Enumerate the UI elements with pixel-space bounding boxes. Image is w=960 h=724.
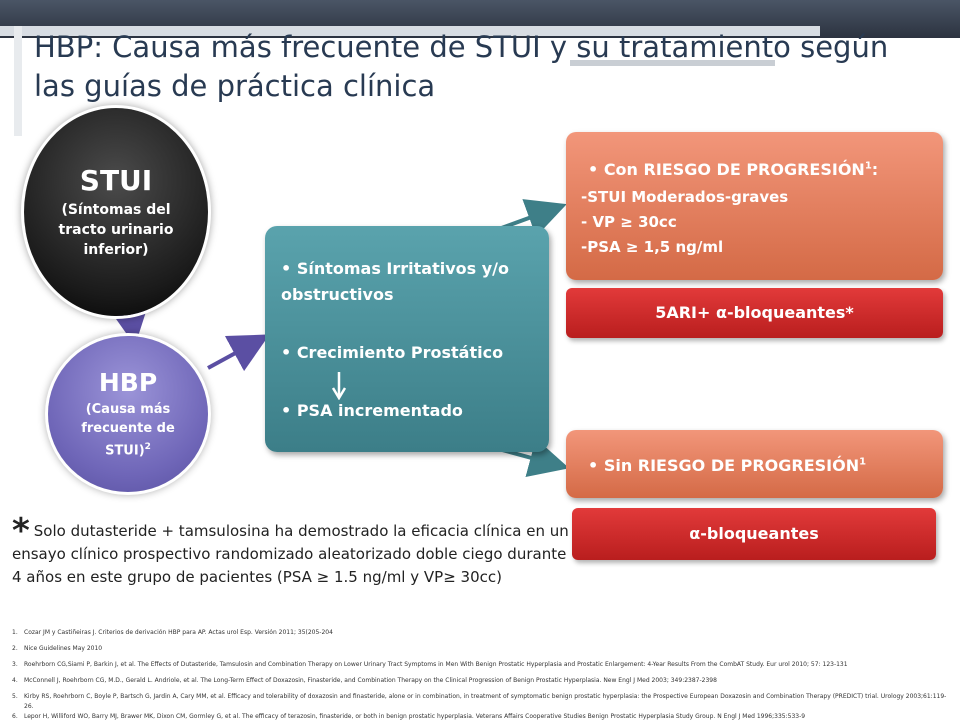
middle-item-symptoms bbox=[281, 256, 541, 308]
middle-item-label: Crecimiento Prostático bbox=[296, 343, 504, 362]
reference-number: 3. bbox=[12, 661, 18, 668]
footnote-text: Solo dutasteride + tamsulosina ha demostrado la eficacia clínica en un ensayo clínico prospectivo randomizado aleatorizado doble ciego durante 4 años en este grupo de pacientes (PSA ≥ 1.5 ng/ml y VP≥ 30cc) bbox=[12, 522, 569, 586]
down-arrow-icon bbox=[331, 370, 347, 400]
risk-line-vp: - VP ≥ 30cc bbox=[581, 213, 677, 231]
footnote-star: * bbox=[12, 511, 30, 551]
bullet: • bbox=[588, 160, 599, 179]
bullet: • bbox=[281, 401, 292, 420]
middle-item-growth bbox=[281, 340, 541, 366]
reference-number: 5. bbox=[12, 693, 18, 700]
reference-text: Cozar JM y Castiñeiras J. Criterios de derivación HBP para AP. Actas urol Esp. Versión 2011; 35(205-204 bbox=[24, 629, 333, 636]
risk-heading-wrap: • Con RIESGO DE PROGRESIÓN$^1$: bbox=[588, 160, 879, 179]
risk-line-stui: -STUI Moderados-graves bbox=[581, 188, 789, 206]
stui-title: STUI bbox=[79, 164, 153, 197]
reference-number: 6. bbox=[12, 713, 18, 720]
reference-number: 4. bbox=[12, 677, 18, 684]
reference-text: Kirby RS, Roehrborn C, Boyle P, Bartsch G, Jardin A, Cary MM, et al. Efficacy and tolerability of doxazosin and finasteride, alone or in combination, in treatment of symptomatic benign prostatic hyperplasia: the Prospective European Doxazosin and Combination Therapy (PREDICT) trial. Urology 2003;61:119-26. bbox=[24, 693, 947, 710]
hbp-ref-sup: 2 bbox=[144, 441, 151, 452]
bullet: • bbox=[588, 456, 599, 475]
norisk-heading-sup: 1 bbox=[859, 456, 867, 468]
reference-item bbox=[12, 660, 952, 676]
reference-item bbox=[12, 692, 952, 712]
reference-text: Nice Guidelines May 2010 bbox=[24, 645, 103, 652]
reference-number: 1. bbox=[12, 629, 18, 636]
bullet: • bbox=[281, 343, 292, 362]
footnote bbox=[12, 511, 572, 589]
middle-item-label: Síntomas Irritativos y/o obstructivos bbox=[281, 259, 509, 304]
reference-text: Lepor H, Williford WO, Barry MJ, Brawer MK, Dixon CM, Gormley G, et al. The efficacy of terazosin, finasteride, or both in benign prostatic hyperplasia. Veterans Affairs Cooperative Studies Benign Prostatic Hyperplasia Study Group. N Engl J Med 1996;335:533-9 bbox=[24, 713, 806, 720]
reference-item bbox=[12, 628, 952, 644]
hbp-subtitle-wrap bbox=[72, 400, 184, 460]
norisk-heading-wrap bbox=[588, 456, 866, 475]
reference-text: Roehrborn CG,Siami P, Barkin J, et al. The Effects of Dutasteride, Tamsulosin and Combination Therapy on Lower Urinary Tract Symptoms in Men With Benign Prostatic Hyperplasia and Prostatic Enlargement: 4-Year Results From the CombAT Study. Eur urol 2010; 57: 123-131 bbox=[24, 661, 848, 668]
reference-item bbox=[12, 644, 952, 660]
hbp-circle bbox=[48, 336, 208, 492]
middle-item-label: PSA incrementado bbox=[296, 401, 463, 420]
risk-heading: Con RIESGO DE PROGRESIÓN bbox=[603, 160, 865, 179]
norisk-heading: Sin RIESGO DE PROGRESIÓN bbox=[603, 456, 860, 475]
stui-circle bbox=[24, 108, 208, 316]
middle-item-psa bbox=[281, 398, 541, 424]
bullet: • bbox=[281, 259, 292, 278]
norisk-box bbox=[566, 430, 943, 498]
page-title: HBP: Causa más frecuente de STUI y su tratamiento según las guías de práctica clínica bbox=[34, 30, 889, 103]
treatment-norisk-box: α-bloqueantes bbox=[572, 508, 936, 560]
hbp-subtitle: (Causa más frecuente de STUI) bbox=[81, 401, 175, 459]
middle-box bbox=[265, 226, 549, 452]
risk-heading-sup: 1 bbox=[864, 160, 872, 172]
reference-item bbox=[12, 676, 952, 692]
references-list bbox=[12, 628, 952, 724]
hbp-title: HBP bbox=[98, 367, 158, 397]
reference-text: McConnell J, Roehrborn CG, M.D., Gerald L. Andriole, et al. The Long-Term Effect of Doxazosin, Finasteride, and Combination Therapy on the Clinical Progression of Benign Prostatic Hyperplasia. New Engl J Med 2003; 349:2387-2398 bbox=[24, 677, 717, 684]
arrow-hbp-middle bbox=[208, 344, 252, 368]
risk-line-psa: -PSA ≥ 1,5 ng/ml bbox=[581, 238, 724, 256]
reference-item bbox=[12, 712, 952, 724]
treatment-risk-box: 5ARI+ α-bloqueantes* bbox=[566, 288, 943, 338]
risk-box bbox=[566, 132, 943, 280]
reference-number: 2. bbox=[12, 645, 18, 652]
stui-subtitle: (Síntomas del tracto urinario inferior) bbox=[58, 202, 174, 258]
